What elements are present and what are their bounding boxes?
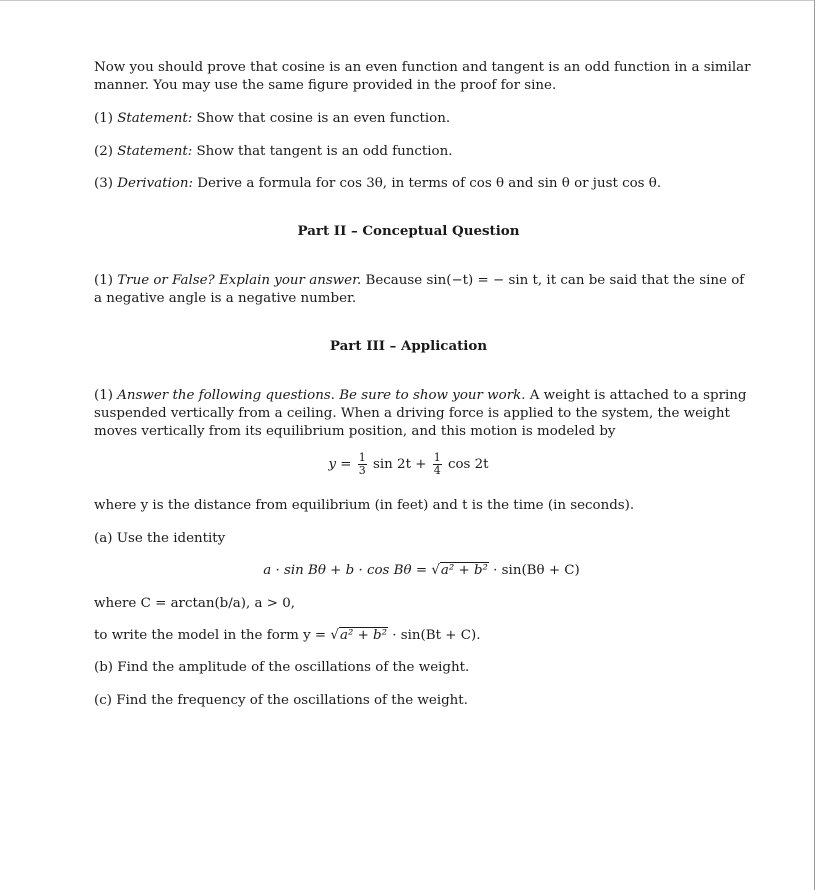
question-number: (1)	[94, 388, 113, 403]
frac-denominator: 3	[358, 464, 366, 477]
item-label: Statement:	[117, 111, 193, 126]
intro-line-1: Now you should prove that cosine is an even function and tangent is an odd function in a similar	[94, 60, 751, 75]
write-suffix: · sin(Bt + C).	[392, 628, 481, 643]
part2-question-line-2: a negative angle is a negative number.	[94, 291, 357, 306]
part1-item-3	[94, 175, 661, 193]
write-model-line	[94, 627, 480, 645]
model-lhs: y =	[328, 457, 352, 472]
model-equation	[0, 452, 817, 477]
part2-question-line-1	[94, 272, 744, 290]
frac-numerator: 1	[433, 451, 441, 464]
identity-right: · sin(Bθ + C)	[493, 563, 580, 578]
part3-question-line-1	[94, 387, 746, 405]
where-c-line: where C = arctan(b/a), a > 0,	[94, 596, 295, 611]
frac-denominator: 4	[433, 464, 441, 477]
part-c: (c) Find the frequency of the oscillations of the weight.	[94, 693, 468, 708]
part-b: (b) Find the amplitude of the oscillations of the weight.	[94, 660, 470, 675]
write-prefix: to write the model in the form y =	[94, 628, 327, 643]
fraction-one-fourth	[433, 452, 442, 477]
question-text: Because sin(−t) = − sin t, it can be said that the sine of	[365, 273, 745, 288]
sqrt-expression: √a² + b²	[431, 563, 488, 578]
part1-item-2	[94, 143, 452, 161]
frac-numerator: 1	[358, 451, 366, 464]
question-label: True or False? Explain your answer.	[117, 273, 362, 288]
identity-equation	[0, 563, 817, 578]
page-right-border	[814, 0, 815, 890]
item-text: Show that tangent is an odd function.	[196, 144, 453, 159]
intro-line-2: manner. You may use the same figure provided in the proof for sine.	[94, 78, 557, 93]
item-text: Show that cosine is an even function.	[196, 111, 451, 126]
item-label: Derivation:	[117, 176, 193, 191]
item-label: Statement:	[117, 144, 193, 159]
sqrt-radicand: a² + b²	[440, 563, 488, 578]
part-a: (a) Use the identity	[94, 531, 226, 546]
part3-question-line-2: suspended vertically from a ceiling. When a driving force is applied to the system, the weight	[94, 406, 730, 421]
question-label: Answer the following questions. Be sure to show your work.	[117, 388, 526, 403]
model-term-2: cos 2t	[447, 457, 489, 472]
sqrt-expression: √a² + b²	[330, 628, 387, 643]
item-number: (1)	[94, 111, 113, 126]
page-top-border	[0, 0, 814, 1]
part3-question-line-3: moves vertically from its equilibrium position, and this motion is modeled by	[94, 424, 616, 439]
fraction-one-third	[358, 452, 367, 477]
question-number: (1)	[94, 273, 113, 288]
item-number: (2)	[94, 144, 113, 159]
identity-left: a · sin Bθ + b · cos Bθ =	[263, 563, 428, 578]
part3-heading: Part III – Application	[329, 338, 488, 354]
sqrt-radicand: a² + b²	[339, 628, 387, 643]
part2-heading: Part II – Conceptual Question	[297, 223, 520, 239]
where-line: where y is the distance from equilibrium (in feet) and t is the time (in seconds).	[94, 498, 635, 513]
item-text: Derive a formula for cos 3θ, in terms of cos θ and sin θ or just cos θ.	[197, 176, 662, 191]
model-term-1: sin 2t +	[373, 457, 427, 472]
item-number: (3)	[94, 176, 113, 191]
part1-item-1	[94, 110, 450, 128]
question-text: A weight is attached to a spring	[529, 388, 747, 403]
